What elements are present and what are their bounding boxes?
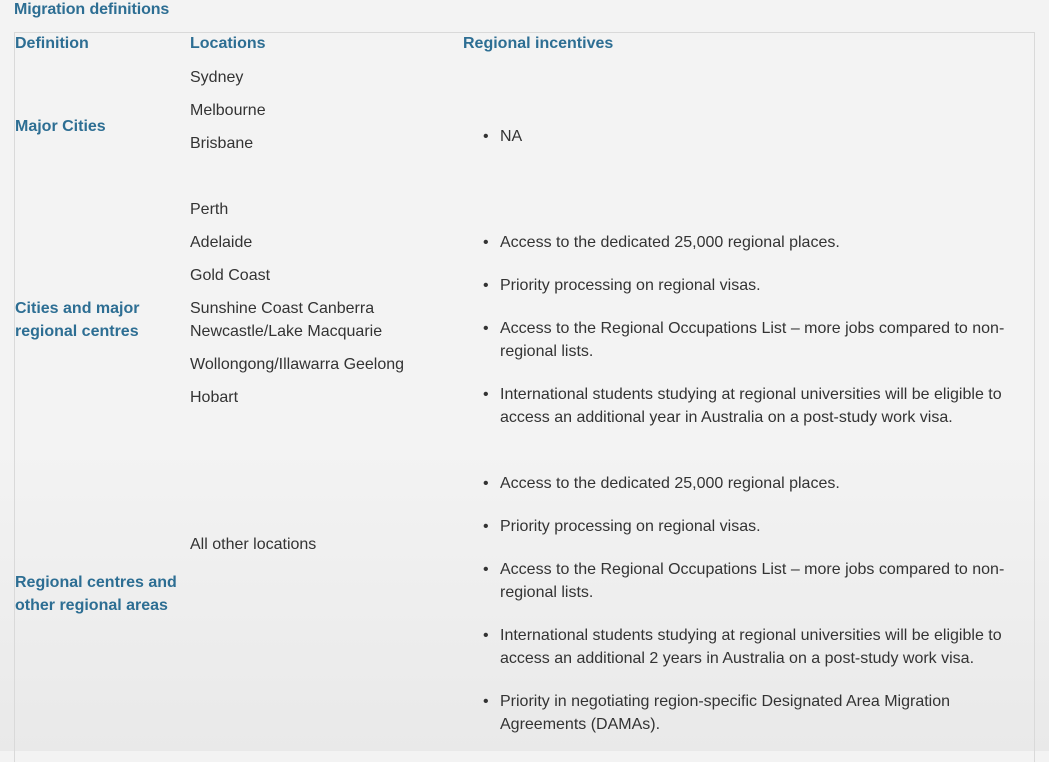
- incentive-item: • International students studying at regional universities will be eligible to access an additional 2 years in Australia on a post-study work visa.: [500, 624, 1035, 670]
- location-item: Melbourne: [190, 102, 266, 119]
- row-definition-regional-other: Regional centres and other regional areas: [15, 574, 177, 614]
- location-item: Hobart: [190, 389, 239, 406]
- header-incentives: Regional incentives: [463, 35, 614, 52]
- incentive-item: • Access to the dedicated 25,000 regional places.: [500, 231, 1035, 254]
- row-definition-cities-regional: Cities and major regional centres: [15, 300, 140, 340]
- incentive-item: • International students studying at regional universities will be eligible to access an additional year in Australia on a post-study work visa.: [500, 383, 1035, 429]
- row-definition-major-cities: Major Cities: [15, 118, 106, 135]
- location-item: All other locations: [190, 536, 317, 553]
- location-item: Sunshine Coast Canberra Newcastle/Lake Macquarie: [190, 300, 383, 340]
- location-item: Wollongong/Illawarra Geelong: [190, 356, 405, 373]
- location-item: Brisbane: [190, 135, 254, 152]
- page-title: Migration definitions: [14, 1, 170, 18]
- location-item: Sydney: [190, 69, 244, 86]
- incentive-item: • Priority processing on regional visas.: [500, 274, 1035, 297]
- incentive-item: • Access to the Regional Occupations List – more jobs compared to non-regional lists.: [500, 558, 1035, 604]
- location-item: Perth: [190, 201, 229, 218]
- location-item: Gold Coast: [190, 267, 271, 284]
- header-definition: Definition: [15, 35, 89, 52]
- header-locations: Locations: [190, 35, 266, 52]
- incentive-item: • Priority processing on regional visas.: [500, 515, 1035, 538]
- incentive-item: • NA: [500, 125, 1035, 148]
- location-item: Adelaide: [190, 234, 253, 251]
- incentive-item: • Access to the dedicated 25,000 regional places.: [500, 472, 1035, 495]
- incentive-item: • Access to the Regional Occupations List – more jobs compared to non-regional lists.: [500, 317, 1035, 363]
- incentive-item: • Priority in negotiating region-specific Designated Area Migration Agreements (DAMAs).: [500, 690, 1035, 736]
